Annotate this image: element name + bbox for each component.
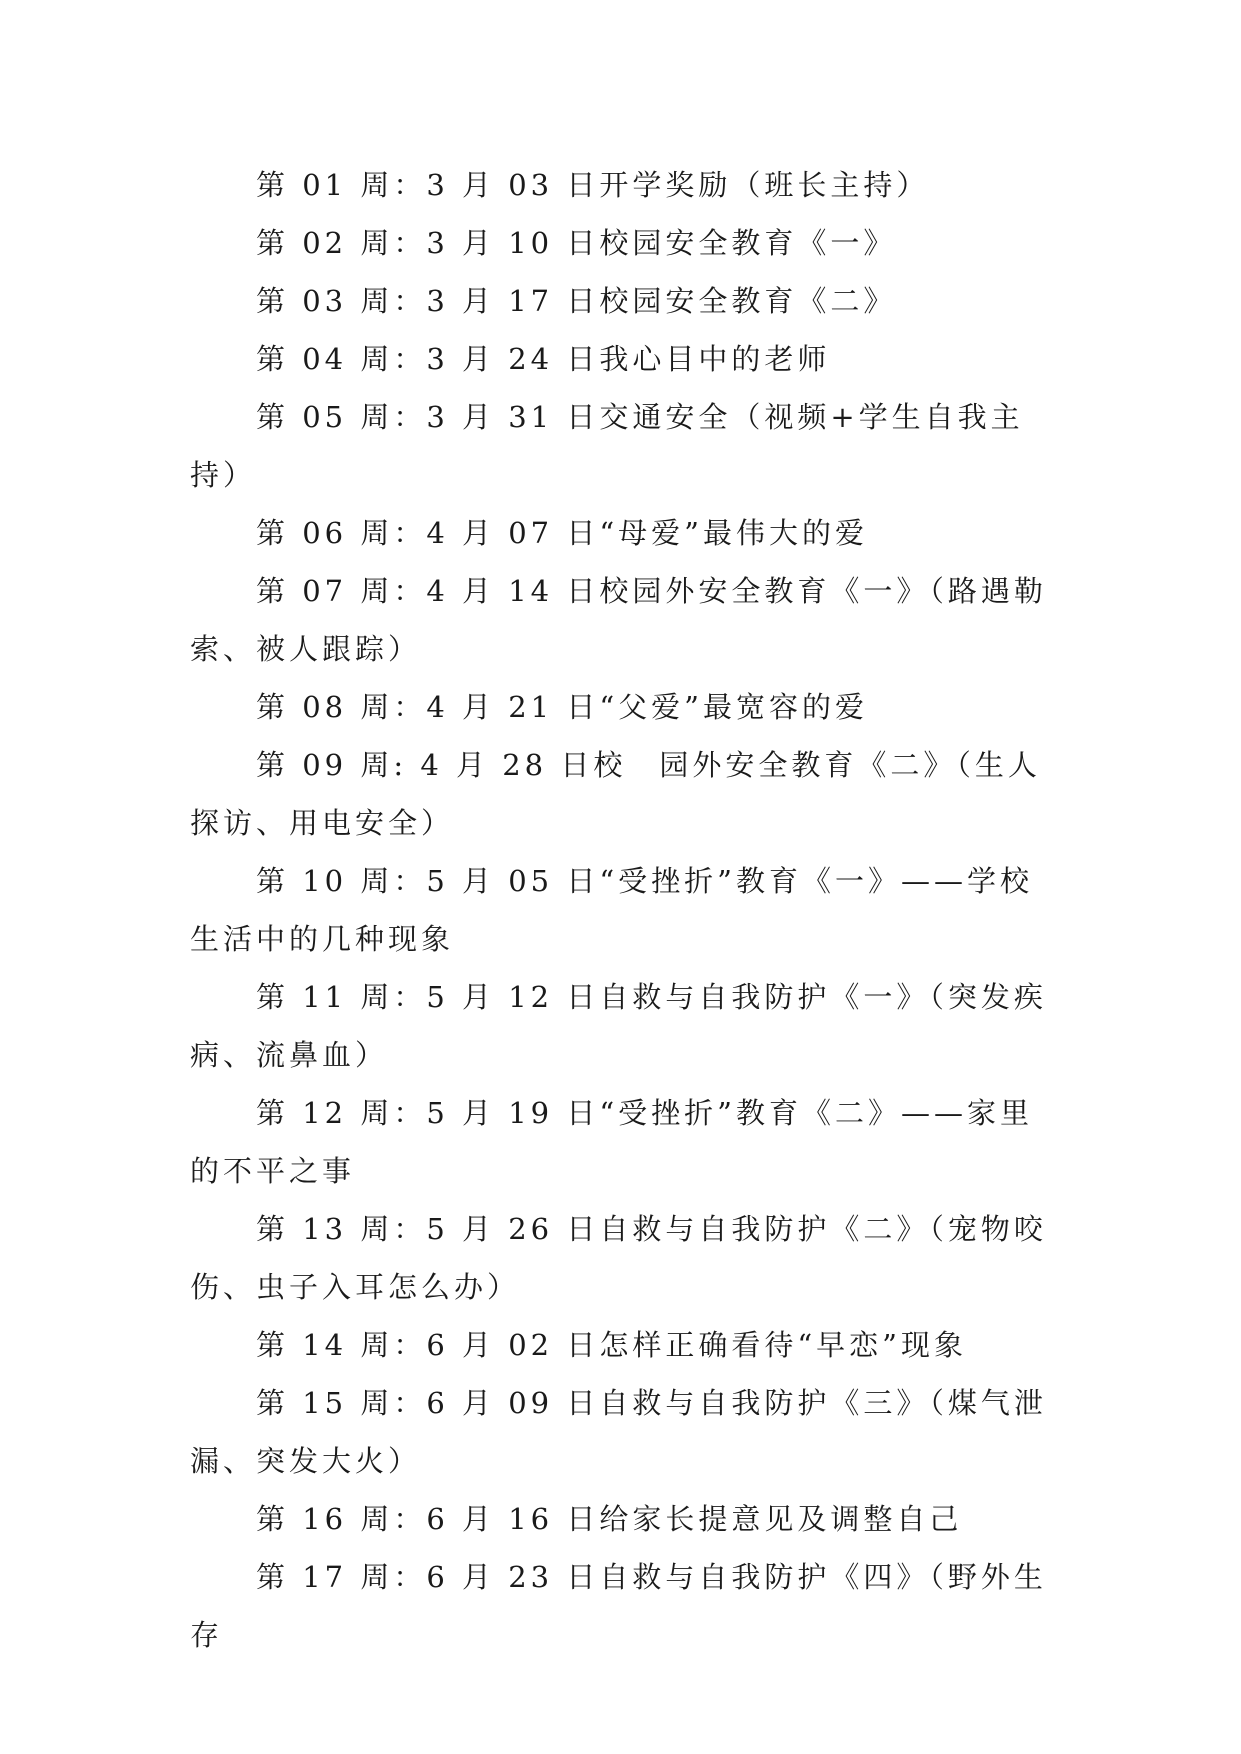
- schedule-item-week-11: 第 11 周：5 月 12 日自救与自我防护《一》（突发疾病、流鼻血）: [190, 980, 1047, 1072]
- schedule-item-week-13: 第 13 周：5 月 26 日自救与自我防护《二》（宠物咬伤、虫子入耳怎么办）: [190, 1212, 1047, 1304]
- schedule-item-week-03: 第 03 周：3 月 17 日校园安全教育《二》: [256, 284, 897, 318]
- schedule-item-week-15: 第 15 周：6 月 09 日自救与自我防护《三》（煤气泄漏、突发大火）: [190, 1386, 1047, 1478]
- schedule-item-week-10: 第 10 周：5 月 05 日“受挫折”教育《一》——学校生活中的几种现象: [190, 864, 1033, 956]
- schedule-item-week-09: 第 09 周: 4 月 28 日校 园外安全教育《二》（生人探访、用电安全）: [190, 748, 1041, 840]
- schedule-item-week-05: 第 05 周：3 月 31 日交通安全（视频+学生自我主持）: [190, 400, 1024, 492]
- schedule-item-week-01: 第 01 周：3 月 03 日开学奖励（班长主持）: [256, 168, 930, 202]
- schedule-item-week-17: 第 17 周：6 月 23 日自救与自我防护《四》（野外生存: [190, 1560, 1047, 1652]
- schedule-item-week-07: 第 07 周：4 月 14 日校园外安全教育《一》（路遇勒索、被人跟踪）: [190, 574, 1047, 666]
- schedule-item-week-08: 第 08 周：4 月 21 日“父爱”最宽容的爱: [256, 690, 868, 724]
- schedule-body: [190, 156, 1060, 1664]
- schedule-item-week-02: 第 02 周：3 月 10 日校园安全教育《一》: [256, 226, 897, 260]
- schedule-item-week-12: 第 12 周：5 月 19 日“受挫折”教育《二》——家里的不平之事: [190, 1096, 1033, 1188]
- schedule-item-week-06: 第 06 周：4 月 07 日“母爱”最伟大的爱: [256, 516, 868, 550]
- schedule-item-week-04: 第 04 周：3 月 24 日我心目中的老师: [256, 342, 831, 376]
- schedule-item-week-16: 第 16 周：6 月 16 日给家长提意见及调整自己: [256, 1502, 963, 1536]
- schedule-item-week-14: 第 14 周：6 月 02 日怎样正确看待“早恋”现象: [256, 1328, 967, 1362]
